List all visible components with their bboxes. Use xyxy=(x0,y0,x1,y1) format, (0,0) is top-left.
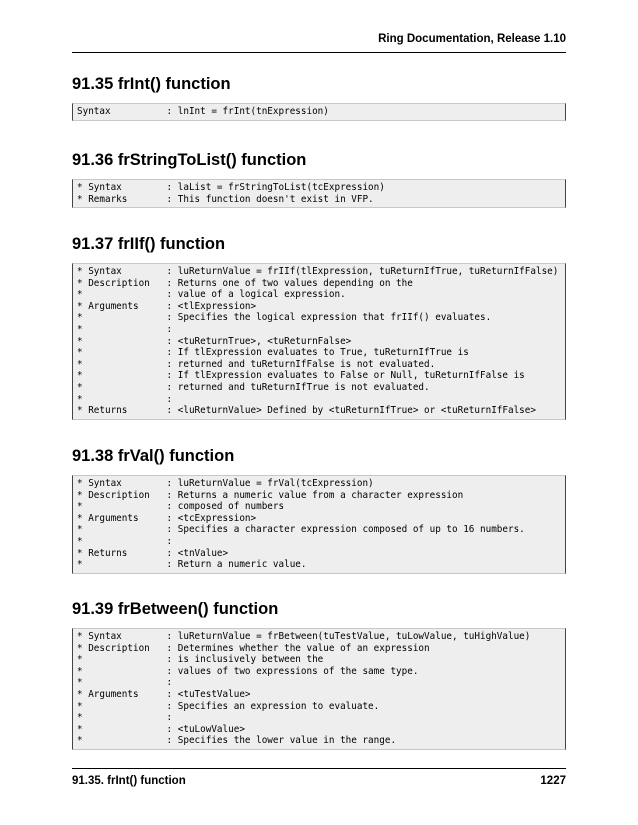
code-line: * : <tuReturnTrue>, <tuReturnFalse> xyxy=(77,335,352,347)
code-line: * Syntax : luReturnValue = frVal(tcExpression) xyxy=(77,478,374,489)
code-line: * : Specifies the lower value in the range. xyxy=(77,735,397,747)
code-line: * : Specifies an expression to evaluate. xyxy=(77,700,380,712)
section-heading: 91.36 frStringToList() function xyxy=(72,151,307,169)
code-line: * : returned and tuReturnIfFalse is not evaluated. xyxy=(77,358,436,370)
code-line: Syntax : lnInt = frInt(tnExpression) xyxy=(77,106,329,117)
code-line: * : Specifies the logical expression that frIIf() evaluates. xyxy=(77,312,492,324)
page-header-title: Ring Documentation, Release 1.10 xyxy=(378,33,566,45)
code-block xyxy=(72,263,566,420)
code-line: * Returns : <luReturnValue> Defined by <tuReturnIfTrue> or <tuReturnIfFalse> xyxy=(77,405,536,417)
section-heading: 91.35 frInt() function xyxy=(72,75,231,93)
code-line: * : xyxy=(77,677,173,689)
code-line: * Arguments : <tcExpression> xyxy=(77,512,257,524)
section-frstringtolist xyxy=(72,150,566,208)
code-line: * : xyxy=(77,712,173,724)
code-line: * : values of two expressions of the same type. xyxy=(77,665,419,677)
code-line: * : <tuLowValue> xyxy=(77,723,245,735)
code-line: * : xyxy=(77,535,173,547)
code-line: * Returns : <tnValue> xyxy=(77,547,229,559)
code-line: * Description : Returns a numeric value from a character expression xyxy=(77,489,464,501)
footer-section-title: 91.35. frInt() function xyxy=(72,775,186,787)
code-line: * : xyxy=(77,323,173,335)
header-divider xyxy=(72,52,566,53)
section-frbetween xyxy=(72,599,566,750)
section-frval xyxy=(72,446,566,574)
code-line: * : Specifies a character expression composed of up to 16 numbers. xyxy=(77,524,525,536)
code-line: * : If tlExpression evaluates to True, tuReturnIfTrue is xyxy=(77,347,469,359)
footer-divider xyxy=(72,768,566,769)
code-line: * : returned and tuReturnIfTrue is not evaluated. xyxy=(77,381,430,393)
code-line: * Arguments : <tlExpression> xyxy=(77,300,257,312)
section-heading: 91.38 frVal() function xyxy=(72,447,235,465)
code-line: * : composed of numbers xyxy=(77,501,285,513)
code-block xyxy=(72,475,566,574)
code-line: * Syntax : laList = frStringToList(tcExpression) xyxy=(77,182,385,193)
section-heading: 91.37 frIIf() function xyxy=(72,235,226,253)
code-line: * Remarks : This function doesn't exist in VFP. xyxy=(77,193,374,205)
code-line: * : is inclusively between the xyxy=(77,654,324,666)
section-heading: 91.39 frBetween() function xyxy=(72,600,279,618)
code-block xyxy=(72,628,566,750)
code-line: * Arguments : <tuTestValue> xyxy=(77,688,251,700)
code-line: * : If tlExpression evaluates to False or Null, tuReturnIfFalse is xyxy=(77,370,525,382)
code-line: * : value of a logical expression. xyxy=(77,289,346,301)
code-line: * Syntax : luReturnValue = frIIf(tlExpression, tuReturnIfTrue, tuReturnIfFalse) xyxy=(77,266,559,277)
code-line: * : xyxy=(77,393,173,405)
section-frint xyxy=(72,74,566,121)
section-friif xyxy=(72,234,566,420)
code-line: * Description : Determines whether the value of an expression xyxy=(77,642,430,654)
code-line: * : Return a numeric value. xyxy=(77,559,307,571)
code-block xyxy=(72,103,566,121)
code-line: * Description : Returns one of two values depending on the xyxy=(77,277,413,289)
footer-page-number: 1227 xyxy=(540,775,566,787)
code-line: * Syntax : luReturnValue = frBetween(tuTestValue, tuLowValue, tuHighValue) xyxy=(77,631,531,642)
code-block xyxy=(72,179,566,208)
